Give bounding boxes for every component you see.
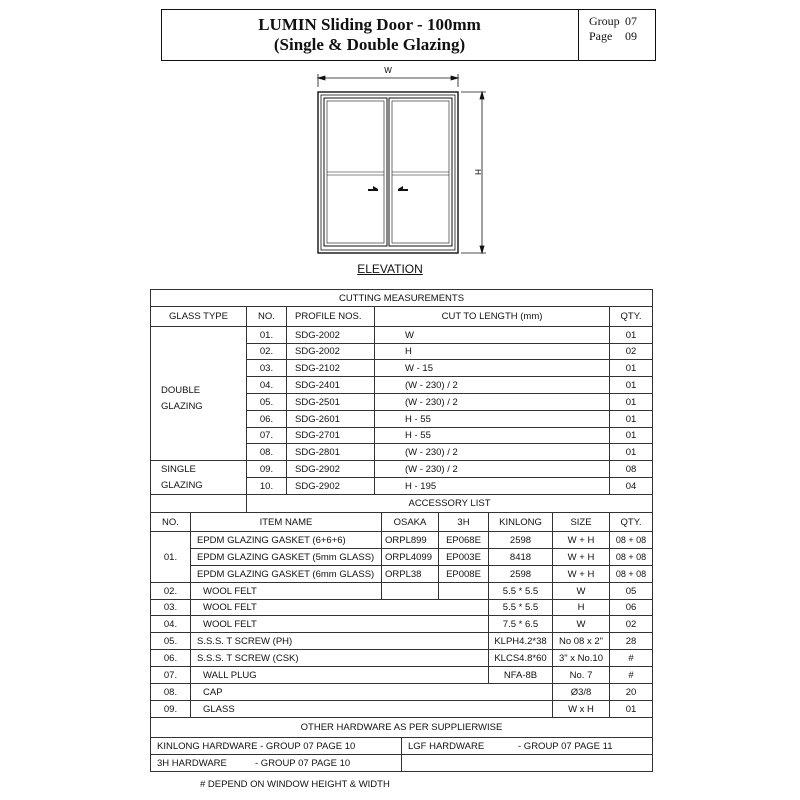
acc-header-3h: 3H (438, 512, 489, 532)
height-label: H (473, 169, 482, 175)
cutting-no: 04. (246, 376, 287, 394)
cutting-profile: SDG-2102 (286, 359, 375, 377)
footnote: # DEPEND ON WINDOW HEIGHT & WIDTH (200, 779, 390, 790)
accessory-name: CAP (190, 683, 553, 701)
gasket-kinlong: 2598 (488, 565, 553, 583)
cutting-length: H - 195 (374, 477, 610, 495)
door-frame (318, 92, 458, 253)
cutting-length: (W - 230) / 2 (374, 393, 610, 411)
accessory-no: 09. (150, 700, 191, 718)
accessory-qty: 20 (609, 683, 653, 701)
accessory-size: W (552, 582, 610, 600)
single-line-1: SINGLE (161, 463, 196, 475)
accessory-name: S.S.S. T SCREW (CSK) (190, 649, 489, 667)
handle-icons (368, 186, 408, 191)
accessory-size: 3" x No.10 (552, 649, 610, 667)
header-glass-type: GLASS TYPE (150, 306, 247, 327)
accessory-size: H (552, 599, 610, 616)
header-profile: PROFILE NOS. (286, 306, 375, 327)
accessory-no: 02. (150, 582, 191, 600)
header-no: NO. (246, 306, 287, 327)
accessory-size: Ø3/8 (552, 683, 610, 701)
accessory-name: WALL PLUG (190, 666, 489, 684)
page-value: 09 (625, 29, 637, 43)
cutting-profile: SDG-2401 (286, 376, 375, 394)
gasket-size: W + H (552, 548, 610, 566)
hardware-empty-cell (401, 754, 653, 772)
cutting-length: W (374, 326, 610, 344)
cutting-profile: SDG-2002 (286, 326, 375, 344)
acc-header-osaka: OSAKA (381, 512, 439, 532)
cutting-qty: 01 (609, 410, 653, 428)
cutting-no: 09. (246, 460, 287, 478)
accessory-no: 06. (150, 649, 191, 667)
cutting-no: 07. (246, 427, 287, 444)
accessory-title: ACCESSORY LIST (246, 494, 653, 513)
group-page-block (581, 14, 656, 44)
gasket-qty: 08 + 08 (609, 548, 653, 566)
accessory-no: 05. (150, 632, 191, 650)
cutting-length: H - 55 (374, 427, 610, 444)
accessory-qty: 05 (609, 582, 653, 600)
accessory-size: No. 7 (552, 666, 610, 684)
lgf-label: LGF HARDWARE (408, 740, 485, 752)
accessory-qty: 01 (609, 700, 653, 718)
gasket-name: EPDM GLAZING GASKET (5mm GLASS) (190, 548, 382, 566)
gasket-3h: EP003E (438, 548, 489, 566)
accessory-name: WOOL FELT (190, 582, 382, 600)
gasket-qty: 08 + 08 (609, 531, 653, 549)
title-line-2: (Single & Double Glazing) (273, 35, 466, 54)
cutting-qty: 01 (609, 393, 653, 411)
cutting-profile: SDG-2501 (286, 393, 375, 411)
cutting-no: 05. (246, 393, 287, 411)
cutting-profile: SDG-2601 (286, 410, 375, 428)
cutting-qty: 01 (609, 359, 653, 377)
group-value: 07 (625, 14, 637, 28)
3h-hardware (150, 754, 402, 772)
cutting-length: H (374, 343, 610, 360)
gasket-no: 01. (150, 531, 191, 583)
cutting-no: 08. (246, 443, 287, 461)
gasket-name: EPDM GLAZING GASKET (6mm GLASS) (190, 565, 382, 583)
3h-label: 3H HARDWARE (157, 757, 227, 769)
elevation-drawing (300, 62, 500, 262)
accessory-qty: 06 (609, 599, 653, 616)
gasket-3h: EP068E (438, 531, 489, 549)
cutting-qty: 04 (609, 477, 653, 495)
group-label: Group (589, 14, 620, 28)
accessory-no: 03. (150, 599, 191, 616)
cutting-no: 02. (246, 343, 287, 360)
cutting-length: H - 55 (374, 410, 610, 428)
header-cut-length: CUT TO LENGTH (mm) (374, 306, 610, 327)
gasket-size: W + H (552, 531, 610, 549)
title-line-1: LUMIN Sliding Door - 100mm (258, 15, 481, 34)
cutting-qty: 02 (609, 343, 653, 360)
accessory-title-spacer (150, 494, 247, 513)
width-dimension (318, 74, 458, 87)
cutting-profile: SDG-2902 (286, 477, 375, 495)
glass-type-single (150, 460, 247, 495)
accessory-kinlong: KLCS4.8*60 (488, 649, 553, 667)
cutting-no: 10. (246, 477, 287, 495)
gasket-qty: 08 + 08 (609, 565, 653, 583)
cutting-qty: 01 (609, 427, 653, 444)
accessory-kinlong: KLPH4.2*38 (488, 632, 553, 650)
acc-header-no: NO. (150, 512, 191, 532)
width-label: W (384, 66, 392, 75)
accessory-qty: # (609, 666, 653, 684)
double-line-2: GLAZING (161, 400, 203, 412)
acc-header-size: SIZE (552, 512, 610, 532)
accessory-kinlong: 5.5 * 5.5 (488, 599, 553, 616)
hardware-title: OTHER HARDWARE AS PER SUPPLIERWISE (150, 717, 653, 738)
accessory-osaka-empty (381, 582, 439, 600)
accessory-kinlong: 7.5 * 6.5 (488, 615, 553, 633)
glass-type-double (150, 326, 247, 461)
accessory-size: W x H (552, 700, 610, 718)
cutting-length: W - 15 (374, 359, 610, 377)
gasket-osaka: ORPL38 (381, 565, 439, 583)
gasket-size: W + H (552, 565, 610, 583)
accessory-no: 08. (150, 683, 191, 701)
cutting-length: (W - 230) / 2 (374, 443, 610, 461)
accessory-kinlong: 5.5 * 5.5 (488, 582, 553, 600)
elevation-caption: ELEVATION (357, 262, 423, 276)
accessory-name: WOOL FELT (190, 615, 489, 633)
lgf-ref: - GROUP 07 PAGE 11 (518, 740, 613, 752)
accessory-name: GLASS (190, 700, 553, 718)
acc-header-kinlong: KINLONG (488, 512, 553, 532)
accessory-size: W (552, 615, 610, 633)
header-qty: QTY. (609, 306, 653, 327)
cutting-qty: 01 (609, 326, 653, 344)
accessory-qty: 28 (609, 632, 653, 650)
3h-ref: - GROUP 07 PAGE 10 (255, 757, 351, 769)
accessory-no: 07. (150, 666, 191, 684)
page-title (161, 9, 579, 61)
accessory-qty: # (609, 649, 653, 667)
double-line-1: DOUBLE (161, 384, 201, 396)
cutting-qty: 08 (609, 460, 653, 478)
acc-header-item: ITEM NAME (190, 512, 382, 532)
accessory-no: 04. (150, 615, 191, 633)
accessory-name: WOOL FELT (190, 599, 489, 616)
kinlong-hardware: KINLONG HARDWARE - GROUP 07 PAGE 10 (150, 737, 402, 755)
cutting-no: 06. (246, 410, 287, 428)
cutting-length: (W - 230) / 2 (374, 376, 610, 394)
gasket-3h: EP008E (438, 565, 489, 583)
cutting-no: 01. (246, 326, 287, 344)
gasket-osaka: ORPL4099 (381, 548, 439, 566)
cutting-no: 03. (246, 359, 287, 377)
cutting-qty: 01 (609, 376, 653, 394)
gasket-osaka: ORPL899 (381, 531, 439, 549)
accessory-3h-empty (438, 582, 489, 600)
accessory-qty: 02 (609, 615, 653, 633)
acc-header-qty: QTY. (609, 512, 653, 532)
cutting-profile: SDG-2801 (286, 443, 375, 461)
gasket-kinlong: 2598 (488, 531, 553, 549)
cutting-title: CUTTING MEASUREMENTS (150, 289, 653, 307)
gasket-name: EPDM GLAZING GASKET (6+6+6) (190, 531, 382, 549)
accessory-size: No 08 x 2" (552, 632, 610, 650)
accessory-kinlong: NFA-8B (488, 666, 553, 684)
cutting-profile: SDG-2002 (286, 343, 375, 360)
lgf-hardware (401, 737, 653, 755)
single-line-2: GLAZING (161, 479, 203, 491)
cutting-qty: 01 (609, 443, 653, 461)
cutting-profile: SDG-2701 (286, 427, 375, 444)
accessory-name: S.S.S. T SCREW (PH) (190, 632, 489, 650)
cutting-profile: SDG-2902 (286, 460, 375, 478)
cutting-length: (W - 230) / 2 (374, 460, 610, 478)
gasket-kinlong: 8418 (488, 548, 553, 566)
page-label: Page (589, 29, 613, 43)
